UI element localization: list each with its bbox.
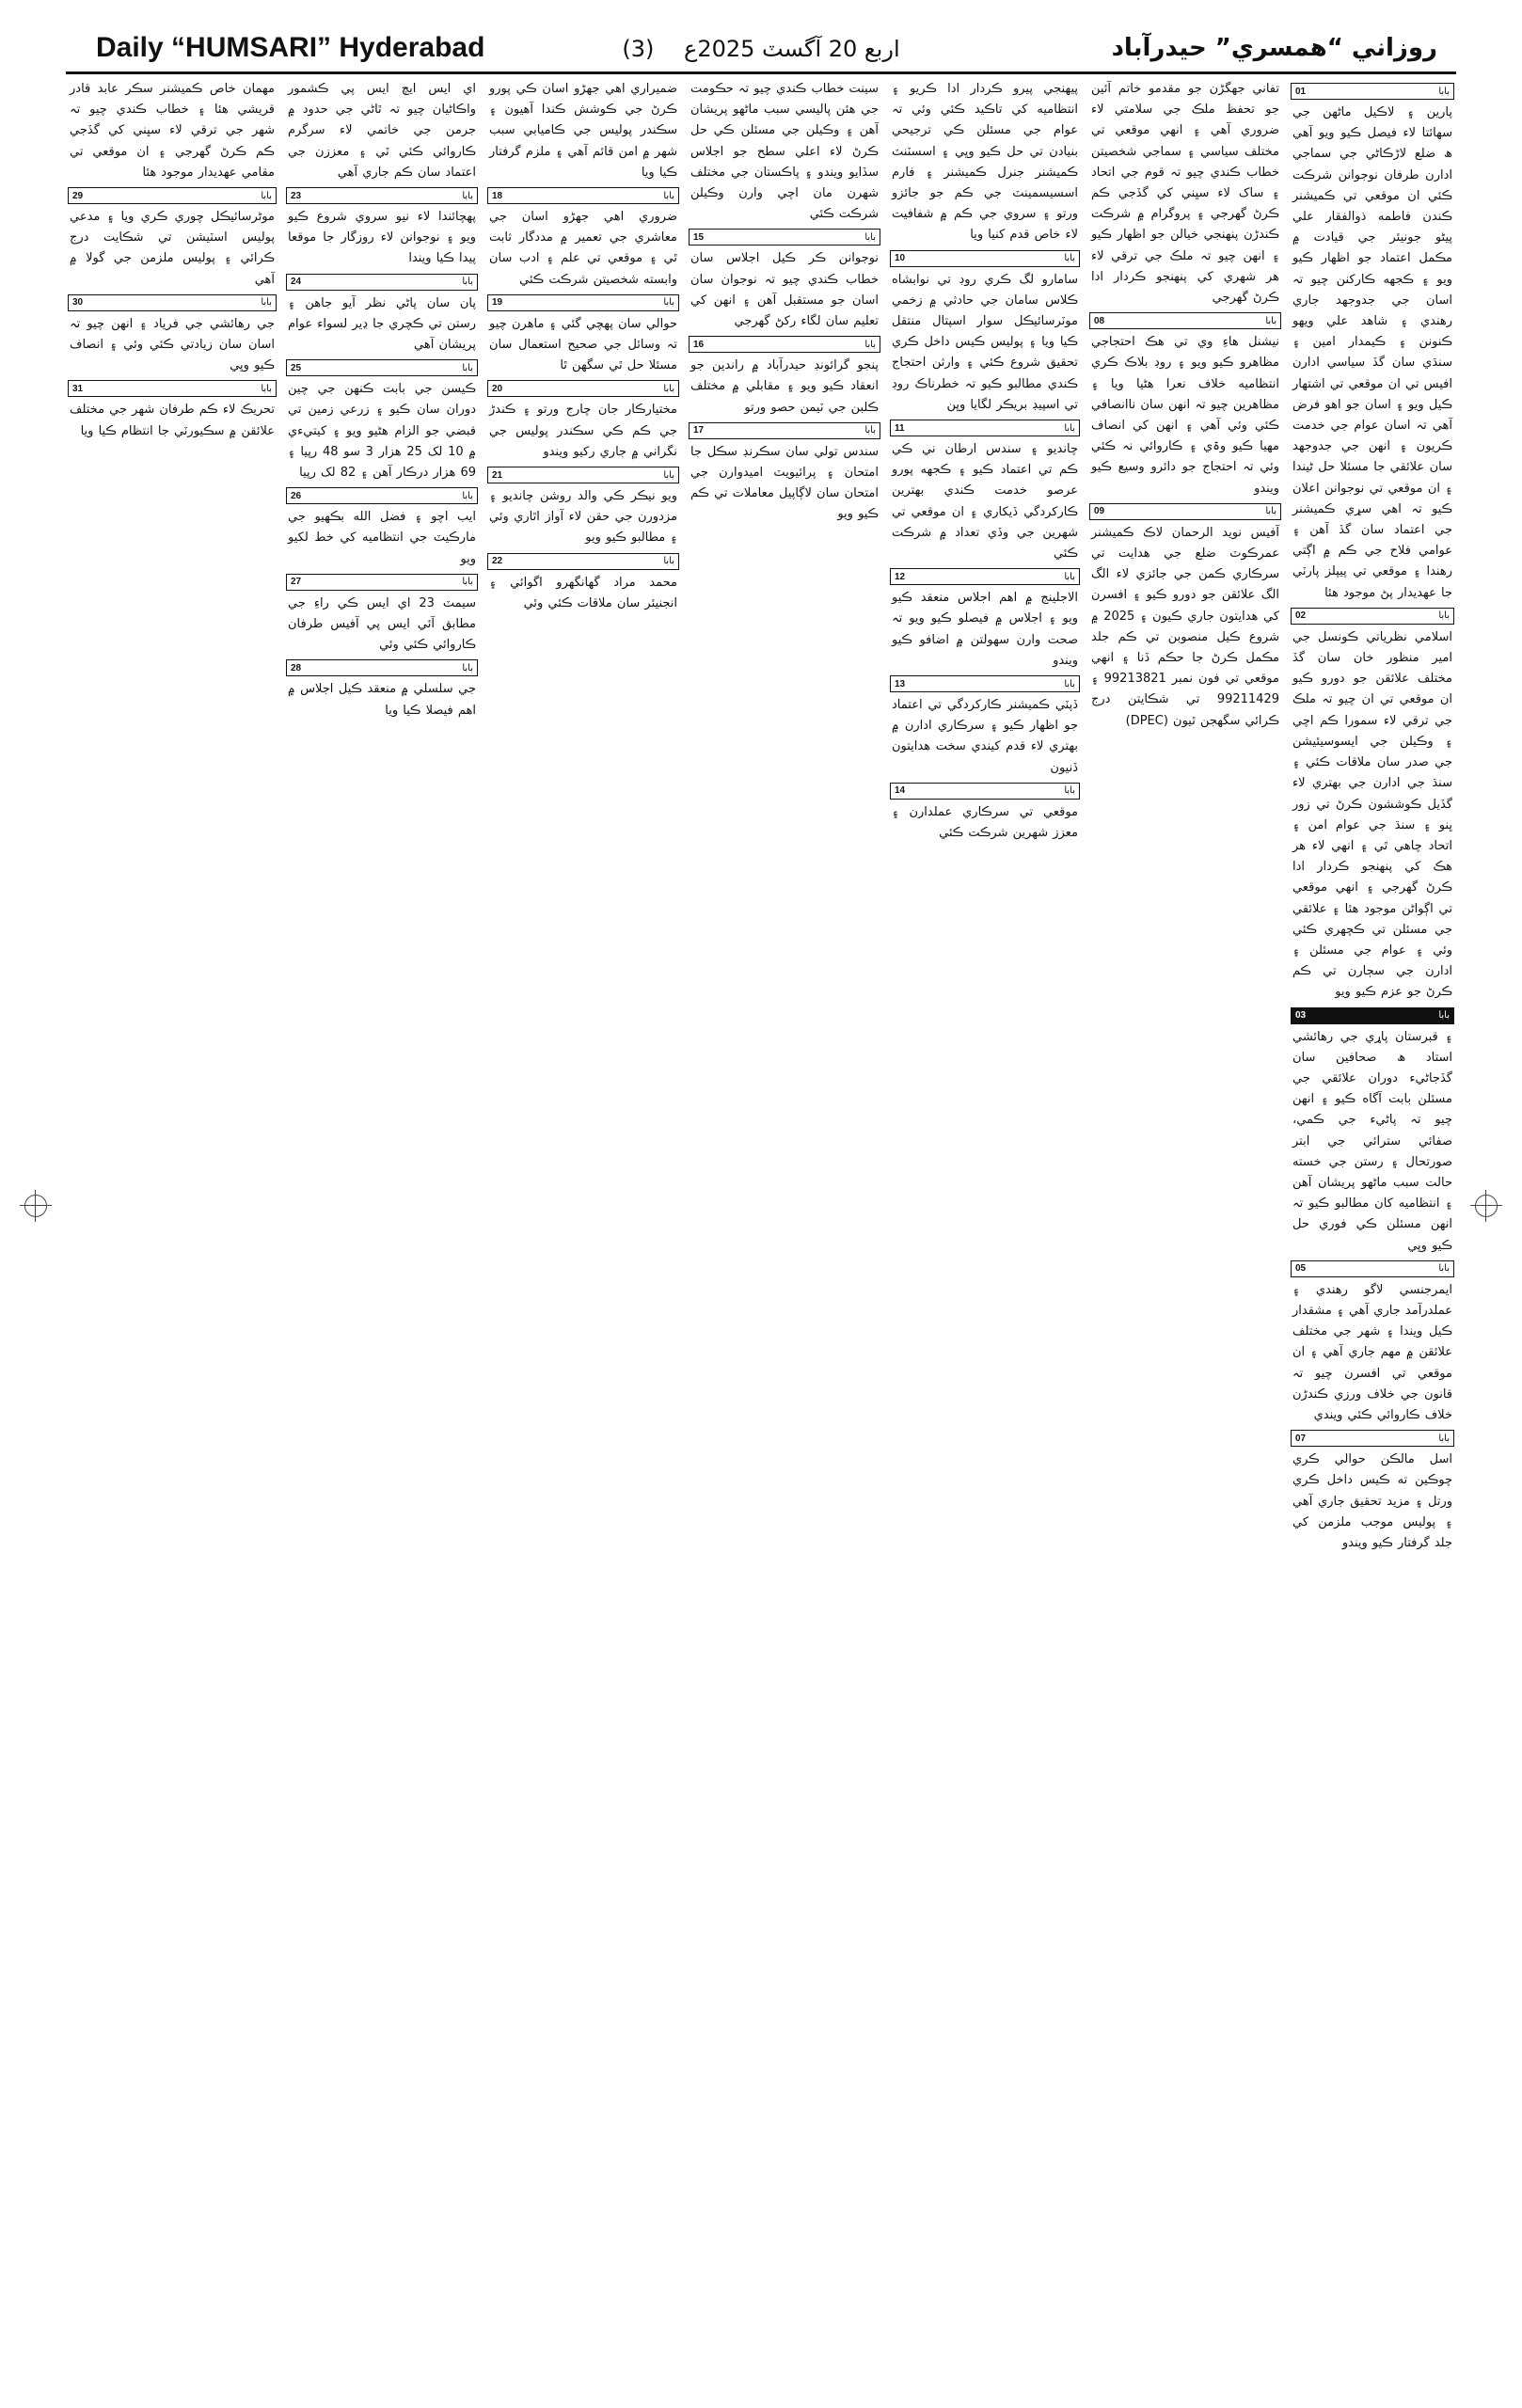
story-number: 27 [291, 577, 302, 588]
story-text: آفيس نويد الرحمان لاڪ ڪميشنر عمرڪوٽ ضلع جي هدايت تي سرڪاري ڪمن جي جائزي لاء الگ الگ علائقن جو دورو ڪيو ۽ افسرن کي هدايتون جاري ڪيون ۽ 2025 ۾ شروع ڪيل منصوبن تي ڪم جلد مڪمل ڪرڻ جا حڪم ڏنا ۽ انهي موقعي تي فون نمبر 99213821 ۽ 99211429 تي شڪايتن درج ڪرائي سگهجن ٿيون (DPEC) [1091, 525, 1280, 728]
story-number: 12 [895, 571, 906, 582]
dateline-label: بابا [663, 556, 674, 567]
story-header [68, 187, 277, 204]
story-text: تفاني جھگڑن جو مقدمو خاتم آئين جو تحفظ ملڪ جي سلامتي لاء ضروري آهي ۽ انهي موقعي تي مختلف سياسي ۽ سماجي شخصيتن خطاب ڪندي چيو تہ قوم جي اتحاد ۽ ساک لاء سڀني کي گڏجي ڪم ڪرڻ گهرجي ۽ پروگرام ۾ شرڪت ڪندڑن پنهنجي خيالن جو اظهار ڪيو ۽ انهن چيو تہ ملڪ جي ترقي لاء هر شهري کي پنهنجو ڪردار ادا ڪرڻ گهرجي [1091, 82, 1279, 306]
story-number: 05 [1295, 1263, 1307, 1275]
registration-mark-icon [1475, 1195, 1498, 1217]
dateline-label: بابا [1064, 785, 1075, 797]
story-text: ضميراري اهي جهڑو اسان ڪي پورو ڪرڻ جي ڪوشش ڪندا آهيون ۽ سڪندر پوليس جي ڪاميابي سبب شهر ۾ امن قائم آهي ۽ ملزم گرفتار ڪيا ويا [489, 82, 677, 180]
story-header [286, 359, 478, 376]
story-number: 14 [895, 785, 906, 797]
news-column-1 [1289, 79, 1456, 2384]
dateline-label: بابا [864, 231, 876, 243]
dateline-label: بابا [1438, 610, 1450, 622]
dateline-label: بابا [1438, 86, 1450, 97]
dateline-label: بابا [1064, 678, 1075, 689]
dateline-label: بابا [864, 339, 876, 350]
story-text: ايمرجنسي لاگو رهندي ۽ عملدرآمد جاري آهي ۽ مشقدار ڪيل ويندا ۽ شهر جي مختلف علائقن ۾ مهم جاري آهي ۽ ان موقعي تي افسرن چيو تہ قانون جي خلاف ورزي ڪندڑن خلاف ڪاروائي ڪئي ويندي [1292, 1282, 1452, 1422]
story-text: پهچائندا لاء نيو سروي شروع ڪيو ويو ۽ نوجوانن لاء روزگار جا موقعا پيدا ڪيا ويندا [288, 210, 476, 266]
story-text: پنجو گرائونڊ حيدرآباد ۾ راندين جو انعقاد ڪيو ويو ۽ مقابلي ۾ مختلف ڪلبن جي ٽيمن حصو ورتو [690, 358, 879, 415]
story-header [890, 675, 1080, 692]
dateline-label: بابا [1064, 422, 1075, 434]
story-number: 13 [895, 678, 906, 689]
story-header [1089, 503, 1281, 520]
story-number: 09 [1094, 506, 1105, 517]
story-text: اسلامي نظرياتي ڪونسل جي امير منظور خان سان گڏ مختلف علائقن جو دورو ڪيو ان موقعي تي ان چيو تہ ملڪ جي ترقي لاء سمورا ڪم اچي ۽ وڪيلن جي ايسوسيئيشن جي صدر سان ملاقات ڪئي ۽ سنڌ جي ادارن جي بهتري لاء گڏيل ڪوششون ڪرڻ تي زور ڀنو ۽ سنڌ جي عوام امن ۽ اتحاد چاهي ٿي ۽ انهي لاء هر هڪ کي پنهنجو ڪردار ادا ڪرڻ گهرجي ۽ انهي موقعي تي اڳواڻن موجود هئا ۽ علائقي جي مسئلن تي ڪچهري ڪئي وئي ۽ عوام جي مسئلن ۽ ادارن جي سڄارن تي ڪم ڪرڻ جو عزم ڪيو ويو [1292, 629, 1452, 1000]
dateline-label: بابا [1064, 253, 1075, 264]
story-header [1291, 1007, 1454, 1024]
story-header [487, 380, 679, 397]
story-header [1291, 608, 1454, 625]
page-number: (3) [622, 36, 655, 62]
story-text: پيهنجي پيرو ڪردار ادا ڪريو ۽ انتظاميه کي تاڪيد ڪئي وئي تہ عوام جي مسئلن ڪي ترجيحي بنيادن تي حل ڪيو وڀي ۽ اسسٽنٽ ڪميشنر جنرل ڪميشنر ۽ فارم اسسيسمينٽ جي ڪم جو جائزو ورتو ۽ سروي جي ڪم ۾ شفافيت لاء خاص قدم کنيا ويا [892, 82, 1078, 243]
story-number: 23 [291, 190, 302, 201]
story-number: 25 [291, 362, 302, 373]
dateline-label: بابا [663, 297, 674, 309]
story-number: 28 [291, 662, 302, 673]
story-header [286, 487, 478, 504]
dateline-label: بابا [864, 425, 876, 436]
story-text: جي رهائشي جي فرياد ۽ انهن چيو تہ اسان سان زيادتي ڪئي وئي ۽ انصاف ڪيو وڀي [70, 316, 275, 373]
dateline-label: بابا [462, 190, 473, 201]
story-number: 15 [693, 231, 705, 243]
story-header [1291, 1260, 1454, 1277]
story-text: جي سلسلي ۾ منعقد ڪيل اجلاس ۾ اهم فيصلا ڪيا ويا [288, 682, 476, 718]
newspaper-title: روزاني “همسري” حيدرآباد [1111, 34, 1437, 62]
story-text: ۽ قبرستان پاړي جي رهائشي استاد ھ صحافين سان گڏجاڻيء دوران علائقي جي مسئلن بابت آگاه ڪيو ۽ انهن چيو تہ پاڻيء جي ڪمي، صفائي سترائي جي ابتر صورتحال ۽ رستن جي خسته حالت سبب ماڻهو پريشان آهن ۽ انتظاميه کان مطالبو ڪيو تہ انهن مسئلن ڪي فوري حل ڪيو وڀي [1292, 1029, 1452, 1253]
story-number: 02 [1295, 610, 1307, 622]
dateline-label: بابا [462, 277, 473, 288]
story-number: 20 [492, 383, 503, 394]
story-header [487, 467, 679, 483]
registration-mark-icon [24, 1195, 47, 1217]
story-number: 08 [1094, 315, 1105, 326]
dateline-label: بابا [261, 383, 272, 394]
story-text: سندس تولي سان سڪرنڊ سڪل جا امتحان ۽ پرائيويٽ اميدوارن جي امتحان سان لاڳاپيل معاملات تي ڪم ڪيو ويو [690, 444, 879, 522]
story-header [286, 574, 478, 591]
story-header [286, 274, 478, 291]
story-text: تحريڪ لاء ڪم طرفان شهر جي مختلف علائقن ۾ سڪيورٽي جا انتظام ڪيا ويا [70, 403, 275, 438]
story-text: پارين ۽ لاڪيل ماڻهن جي سهائتا لاء فيصل ڪيو ويو آهي ھ ضلع لاڑڪاڻي جي سماجي ادارن طرفان نوجوانن شرڪت ڪئي ان موقعي تي ڪميشنر ڪندن فاطمه ذوالفقار علي پيٹو جونيئر جي قيادت ۾ مڪمل اعتماد جو اظهار ڪيو ويو ۽ ڪجهه ڪارکنن چيو تہ اسان جي جدوجهد جاري رهندي ۽ شاهد علي ويهو ڪنونن ۽ ڪيمدار امين ۽ سنڌي سان گڏ سياسي ادارن افيس تي ان موقعي تي اشتهار ڪيل ويو ۽ اسان جو اهو فرض آهي تہ اسان عوام جي خدمت ڪريون ۽ انهن جي جدوجهد سان علائقي جا مسئلا حل ٹيندا ۽ ان موقعي تي نوجوانن اعلان ڪيو تہ اهي سړي ڪميشنر جي اعتماد سان گڏ آهن ۽ عوامي فلاح جي ڪم ۾ اڳتي رهندا ۽ موقعي تي پيپلز پارٽي جا عهديدار پڻ موجود هئا [1292, 105, 1452, 600]
story-header [68, 380, 277, 397]
dateline-label: بابا [462, 577, 473, 588]
story-text: اسل مالڪن حوالي ڪري چوڪين ته ڪيس داخل ڪري ورتل ۽ مزيد تحقيق جاري آهي ۽ پوليس موجب ملزمن کي جلد گرفتار ڪيو ويندو [1292, 1452, 1452, 1550]
story-text: اي ايس ايچ ايس پي ڪشمور واڪاڻيان چيو تہ ٿاڻي جي حدود ۾ جرمن جي خاتمي لاء سرگرم ڪاروائي ڪئي ٿي ۽ معززن جي اعتماد سان ڪم جاري آهي [288, 82, 476, 180]
dateline-label: بابا [1265, 506, 1276, 517]
dateline-label: بابا [1438, 1263, 1450, 1275]
story-number: 07 [1295, 1433, 1307, 1444]
story-number: 29 [72, 190, 84, 201]
dateline-label: بابا [1265, 315, 1276, 326]
story-text: مهمان خاص ڪميشنر سڪر عابد قادر قريشي هئا ۽ خطاب ڪندي چيو تہ شهر جي ترقي لاء سڀني کي گڏجي ڪم ڪرڻ گهرجي ۽ ان موقعي تي مقامي عهديدار موجود هئا [70, 82, 275, 180]
dateline-label: بابا [462, 362, 473, 373]
story-text: ضروري اهي جهڑو اسان جي معاشري جي تعمير ۾ مددگار ثابت ٿي ۽ موقعي تي علم ۽ ادب سان وابسته شخصيتن شرڪت ڪئي [489, 210, 677, 287]
story-text: نيشنل هاءِ وي تي هڪ احتجاجي مظاهرو ڪيو ويو ۽ روڊ بلاڪ ڪري انتظاميه خلاف نعرا هڻيا ويا ۽ مظاهرين چيو تہ انهن سان ناانصافي ڪئي وئي آهي ۽ انهن کي انصاف مهيا ڪيو وۃي ۽ ڪاروائي نہ ڪئي وئي تہ احتجاج جو دائرو وسيع ڪيو ويندو [1091, 335, 1279, 496]
story-header [1291, 83, 1454, 100]
story-header [890, 568, 1080, 585]
dateline-label: بابا [663, 190, 674, 201]
dateline-label: بابا [1064, 571, 1075, 582]
dateline-label: بابا [1438, 1433, 1450, 1444]
news-column-3 [888, 79, 1082, 2384]
story-number: 24 [291, 277, 302, 288]
story-text: موٹرسائيڪل چوري ڪري ويا ۽ مدعي پوليس اسٽيشن تي شڪايت درج ڪرائي ۽ پوليس ملزمن جي گولا ۾ آهي [70, 210, 275, 287]
story-text: ڪيسن جي بابت ڪنهن جي چين دوران سان ڪيو ۽ زرعي زمين تي قبضي جو الزام هڻيو ويو ۽ کيتيءي ۾ 10 لک 25 هزار 3 سو 48 رپيا ۽ 69 هزار درڪار آهن ۽ 82 لک رپيا [288, 382, 477, 481]
news-column-6 [284, 79, 480, 2384]
dateline-label: بابا [663, 383, 674, 394]
story-text: محمد مراد گهانگهرو اگوائي ۽ انجنيئر سان ملاقات ڪئي وئي [489, 575, 677, 610]
story-number: 16 [693, 339, 705, 350]
story-header [286, 187, 478, 204]
story-number: 30 [72, 297, 84, 309]
story-number: 11 [895, 422, 905, 434]
story-header [689, 336, 880, 353]
story-header [487, 187, 679, 204]
story-number: 19 [492, 297, 503, 309]
story-header [890, 783, 1080, 800]
story-text: مختيارڪار جان چارج ورتو ۽ ڪندڑ جي ڪم ڪي سڪندر پوليس جي نگراني ۾ جاري رکيو ويندو [489, 403, 677, 459]
story-text: سيمٽ 23 اي ايس ڪي راءِ جي مطابق آئي ايس پي آفيس طرفان ڪاروائي ڪئي وئي [288, 595, 476, 653]
dateline-label: بابا [1438, 1010, 1450, 1022]
dateline-label: بابا [261, 297, 272, 309]
story-header [1291, 1430, 1454, 1447]
story-text: الاجلينج ۾ اهم اجلاس منعقد ڪيو ويو ۽ اجلاس ۾ فيصلو ڪيو ويو تہ صحت وارن سهولتن ۾ اضافو ڪيو ويندو [892, 591, 1078, 668]
story-header [689, 422, 880, 439]
story-text: پان سان پاڻي نظر آيو جاهن ۽ رستن تي ڪچري جا ڍير لسواء عوام پريشان آهي [288, 295, 476, 353]
news-column-4 [687, 79, 882, 2384]
news-columns [66, 79, 1456, 2384]
story-header [68, 294, 277, 311]
english-title: Daily “HUMSARI” Hyderabad [96, 32, 485, 63]
masthead [66, 28, 1456, 74]
story-header [286, 659, 478, 676]
dateline-label: بابا [261, 190, 272, 201]
news-column-2 [1087, 79, 1283, 2384]
news-column-7 [66, 79, 278, 2384]
story-text: ويو نيڪر ڪي والد روشن چانديو ۽ مزدورن جي حقن لاء آواز اٿاري وئي ۽ مطالبو ڪيو ويو [489, 489, 677, 546]
story-number: 22 [492, 556, 503, 567]
story-number: 26 [291, 490, 302, 501]
date-urdu: اربع 20 آگسٽ 2025ع [684, 36, 900, 62]
story-text: نوجوانن ڪر ڪيل اجلاس سان خطاب ڪندي چيو تہ نوجوان سان اسان جو مستقبل آهن ۽ انهن کي تعليم سان لگاء رکڻ گهرجي [690, 251, 879, 329]
story-number: 03 [1295, 1010, 1307, 1022]
dateline-label: بابا [462, 662, 473, 673]
story-header [487, 294, 679, 311]
story-header [890, 250, 1080, 267]
dateline-label: بابا [663, 469, 674, 481]
story-number: 31 [72, 383, 84, 394]
story-header [1089, 312, 1281, 329]
story-text: ايب اچو ۽ فضل الله بڪهيو جي مارڪيٽ جي انتظاميه کي خط لکيو ويو [288, 510, 476, 566]
story-number: 10 [895, 253, 906, 264]
story-header [890, 420, 1080, 436]
story-number: 21 [492, 469, 503, 481]
story-text: ڏپٽي ڪميشنر ڪارکردگي تي اعتماد جو اظهار ڪيو ۽ سرڪاري ادارن ۾ بهتري لاء قدم کيندي سخت هدايتون ڏنيون [892, 698, 1078, 775]
story-number: 01 [1295, 86, 1307, 97]
news-column-5 [485, 79, 681, 2384]
story-header [689, 229, 880, 246]
story-text: حوالي سان پهچي گئي ۽ ماهرن چيو تہ وسائل جي صحيح استعمال سان مسئلا حل ٿي سگهن ٿا [489, 316, 677, 373]
dateline-label: بابا [462, 490, 473, 501]
story-number: 17 [693, 425, 705, 436]
story-text: موقعي تي سرڪاري عملدارن ۽ معزز شهرين شرڪت ڪئي [892, 804, 1078, 841]
story-text: سامارو لگ ڪري روڊ تي نوابشاه ڪلاس سامان جي حادثي ۾ زخمي موٽرسائيڪل سوار اسپتال منتقل ڪيا ويا ۽ پوليس ڪيس داخل ڪري تحقيق شروع ڪئي ۽ وارثن احتجاج ڪندي مطالبو ڪيو تہ خطرناڪ روڊ تي اسپيڊ بريڪر لگايا وڀن [892, 272, 1078, 412]
story-text: سينت خطاب ڪندي چيو تہ حڪومت جي هئن پاليسي سبب ماڻهو پريشان آهن ۽ وڪيلن جي مسئلن ڪي حل ڪرڻ لاء اعلي سطح جو اجلاس سڏايو ويندو ۽ پاڪستان جي مختلف شهرن مان اچي وارن وڪيلن شرڪت ڪئي [690, 82, 879, 222]
story-header [487, 553, 679, 570]
story-text: چانديو ۽ سندس ارطان ني ڪي ڪم تي اعتماد ڪيو ۽ ڪجهه پورو عرصو خدمت ڪندي بهترين ڪارکردگي ڏيکاري ۽ ان موقعي تي شهرين جي وڏي تعداد ۾ شرڪت ڪئي [892, 442, 1078, 562]
story-number: 18 [492, 190, 503, 201]
